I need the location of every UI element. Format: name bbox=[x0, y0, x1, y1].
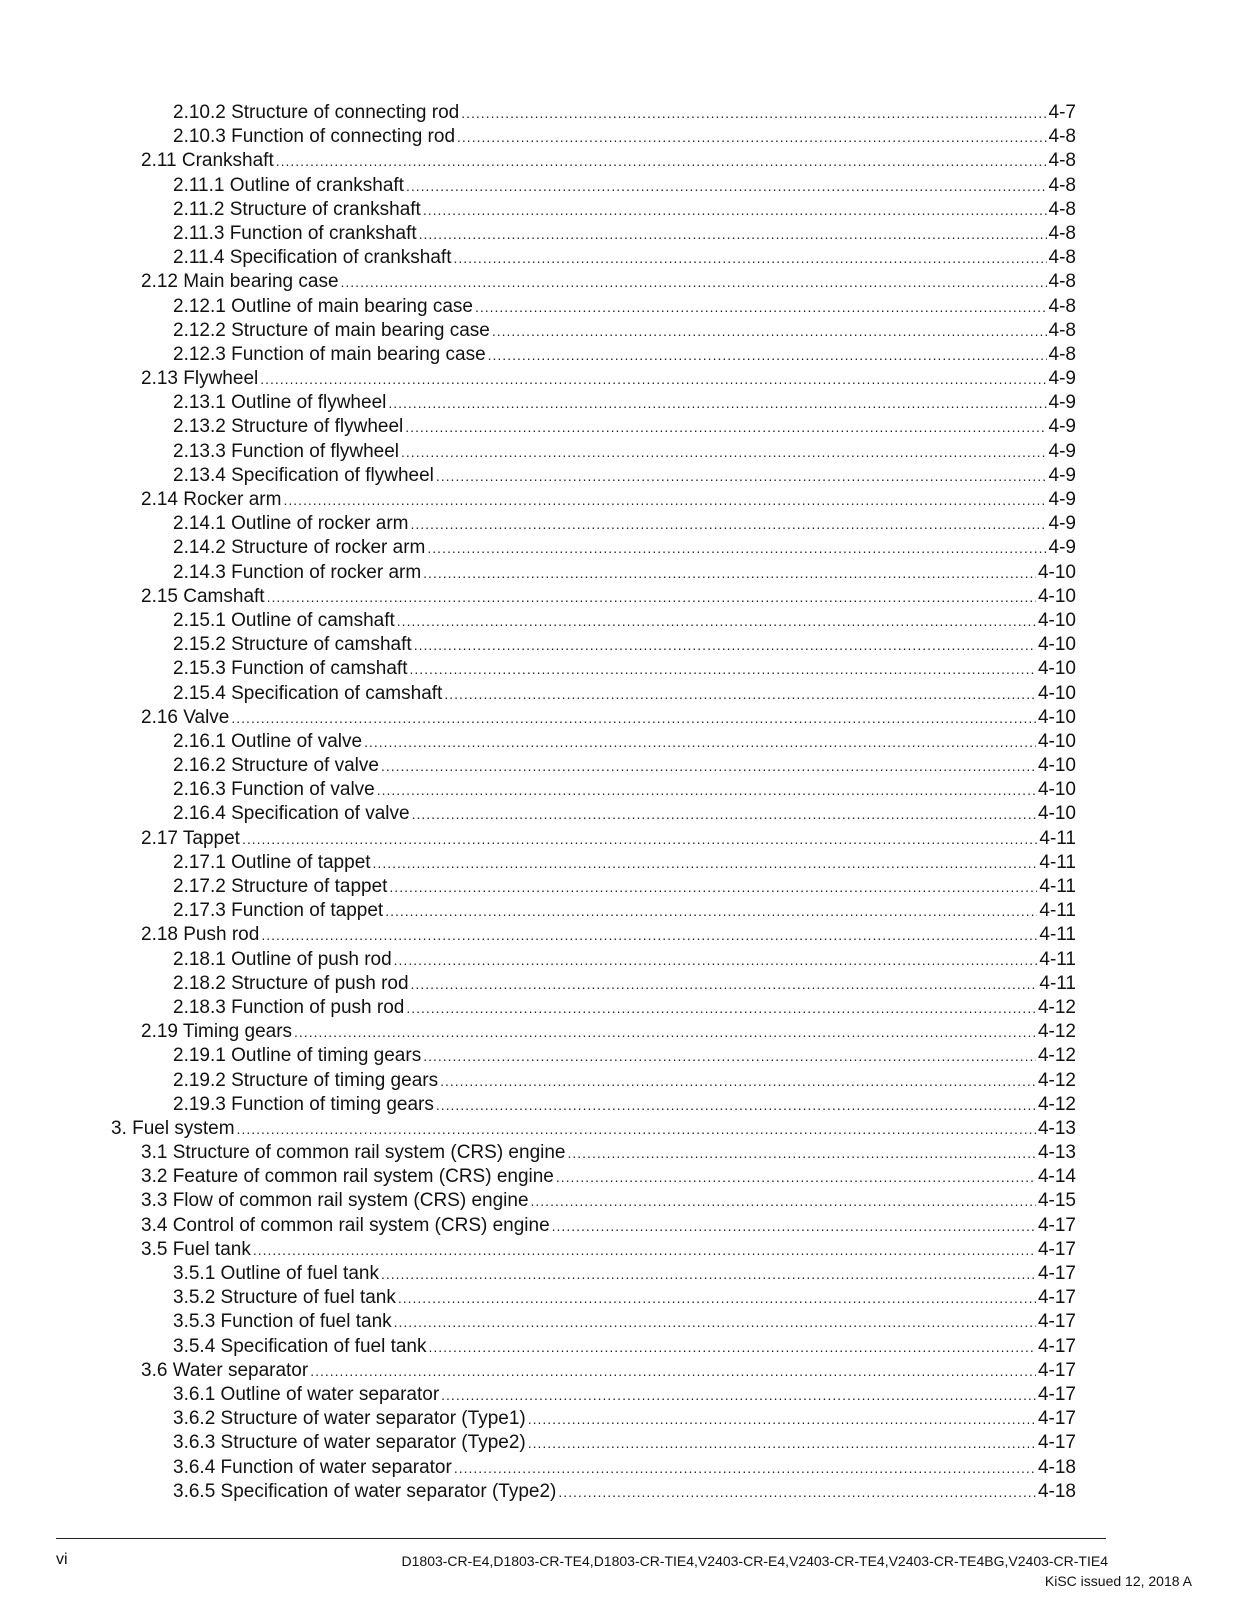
toc-entry[interactable] bbox=[0, 295, 1236, 319]
toc-dot-leader bbox=[414, 633, 1036, 657]
toc-entry-title: 2.13 Flywheel bbox=[141, 368, 259, 390]
toc-entry[interactable] bbox=[0, 1407, 1236, 1431]
toc-entry-page: 4-11 bbox=[1039, 827, 1076, 849]
toc-entry-title: 2.13.3 Function of flywheel bbox=[173, 440, 400, 462]
toc-dot-leader bbox=[568, 1141, 1036, 1165]
toc-dot-leader bbox=[453, 246, 1046, 270]
toc-dot-leader bbox=[429, 1335, 1036, 1359]
toc-entry-page: 4-12 bbox=[1037, 1021, 1076, 1043]
toc-entry-page: 4-10 bbox=[1037, 779, 1076, 801]
toc-entry[interactable] bbox=[0, 657, 1236, 681]
toc-entry[interactable] bbox=[0, 827, 1236, 851]
toc-entry-title: 2.14 Rocker arm bbox=[141, 489, 282, 510]
toc-entry-page: 4-9 bbox=[1048, 489, 1076, 510]
toc-entry-page: 4-17 bbox=[1037, 1214, 1076, 1236]
toc-dot-leader bbox=[294, 1020, 1036, 1044]
toc-entry-page: 4-17 bbox=[1037, 1432, 1076, 1454]
toc-entry-title: 2.18.1 Outline of push rod bbox=[173, 948, 392, 970]
toc-dot-leader bbox=[389, 875, 1037, 899]
toc-entry-page: 4-11 bbox=[1039, 948, 1076, 970]
toc-dot-leader bbox=[475, 295, 1047, 319]
toc-entry[interactable] bbox=[0, 1310, 1236, 1334]
toc-entry[interactable] bbox=[0, 391, 1236, 415]
toc-entry[interactable] bbox=[0, 561, 1236, 585]
toc-entry-title: 2.18 Push rod bbox=[141, 924, 260, 946]
toc-entry[interactable] bbox=[0, 1480, 1236, 1504]
toc-entry-title: 2.15.4 Specification of camshaft bbox=[173, 682, 443, 704]
toc-entry-title: 3.5.2 Structure of fuel tank bbox=[173, 1287, 396, 1309]
toc-entry[interactable] bbox=[0, 319, 1236, 343]
toc-entry[interactable] bbox=[0, 198, 1236, 222]
toc-entry-page: 4-13 bbox=[1037, 1117, 1076, 1139]
toc-entry[interactable] bbox=[0, 778, 1236, 802]
toc-entry-page: 4-10 bbox=[1037, 609, 1076, 631]
toc-dot-leader bbox=[552, 1214, 1036, 1238]
toc-entry-page: 4-8 bbox=[1048, 343, 1076, 365]
toc-dot-leader bbox=[457, 125, 1047, 149]
toc-entry[interactable] bbox=[0, 972, 1236, 996]
toc-entry[interactable] bbox=[0, 415, 1236, 439]
toc-entry-page: 4-8 bbox=[1048, 174, 1076, 196]
toc-dot-leader bbox=[260, 367, 1046, 391]
toc-entry-page: 4-8 bbox=[1048, 126, 1076, 148]
toc-entry[interactable] bbox=[0, 1335, 1236, 1359]
toc-entry-page: 4-9 bbox=[1048, 513, 1076, 535]
toc-dot-leader bbox=[253, 1238, 1036, 1262]
toc-entry[interactable] bbox=[0, 1189, 1236, 1213]
toc-dot-leader bbox=[397, 609, 1036, 633]
footer-divider bbox=[56, 1538, 1106, 1539]
toc-entry-title: 2.11.2 Structure of crankshaft bbox=[173, 198, 421, 220]
toc-dot-leader bbox=[461, 101, 1046, 125]
toc-entry-title: 3.6.5 Specification of water separator (Type2) bbox=[173, 1480, 557, 1502]
toc-dot-leader bbox=[406, 996, 1036, 1020]
toc-entry-page: 4-9 bbox=[1048, 368, 1076, 390]
toc-dot-leader bbox=[423, 561, 1036, 585]
toc-entry[interactable] bbox=[0, 682, 1236, 706]
toc-entry-page: 4-8 bbox=[1048, 222, 1076, 244]
toc-entry[interactable] bbox=[0, 923, 1236, 947]
toc-entry[interactable] bbox=[0, 1044, 1236, 1068]
toc-dot-leader bbox=[440, 1069, 1036, 1093]
toc-entry-title: 3.5.4 Specification of fuel tank bbox=[173, 1335, 427, 1357]
toc-entry-page: 4-10 bbox=[1037, 706, 1076, 728]
toc-entry-title: 2.13.1 Outline of flywheel bbox=[173, 392, 387, 414]
toc-entry-page: 4-10 bbox=[1037, 634, 1076, 656]
toc-entry-page: 4-17 bbox=[1037, 1311, 1076, 1333]
toc-entry-page: 4-11 bbox=[1039, 851, 1076, 873]
toc-entry[interactable] bbox=[0, 1456, 1236, 1480]
toc-entry[interactable] bbox=[0, 1286, 1236, 1310]
toc-dot-leader bbox=[412, 802, 1036, 826]
toc-entry-title: 2.16.3 Function of valve bbox=[173, 779, 375, 801]
toc-entry[interactable] bbox=[0, 948, 1236, 972]
toc-entry[interactable] bbox=[0, 1359, 1236, 1383]
toc-dot-leader bbox=[381, 1262, 1036, 1286]
toc-entry[interactable] bbox=[0, 899, 1236, 923]
toc-entry-page: 4-10 bbox=[1037, 803, 1076, 825]
toc-entry-page: 4-8 bbox=[1048, 247, 1076, 269]
toc-entry-page: 4-17 bbox=[1037, 1287, 1076, 1309]
toc-entry-title: 3.2 Feature of common rail system (CRS) engine bbox=[141, 1166, 554, 1188]
toc-entry-page: 4-13 bbox=[1037, 1142, 1076, 1164]
toc-dot-leader bbox=[488, 343, 1047, 367]
toc-entry-page: 4-14 bbox=[1037, 1166, 1076, 1188]
toc-entry-title: 2.19.2 Structure of timing gears bbox=[173, 1069, 439, 1091]
toc-entry-page: 4-12 bbox=[1037, 1045, 1076, 1067]
toc-entry-title: 2.19.3 Function of timing gears bbox=[173, 1093, 434, 1115]
toc-entry-page: 4-9 bbox=[1048, 392, 1076, 414]
toc-entry[interactable] bbox=[0, 1093, 1236, 1117]
toc-entry-page: 4-9 bbox=[1048, 440, 1076, 462]
toc-entry-page: 4-10 bbox=[1037, 730, 1076, 752]
toc-entry-title: 2.15.2 Structure of camshaft bbox=[173, 634, 412, 656]
toc-entry-page: 4-8 bbox=[1048, 150, 1076, 172]
toc-entry[interactable] bbox=[0, 536, 1236, 560]
toc-dot-leader bbox=[436, 1093, 1036, 1117]
toc-entry-title: 2.16.2 Structure of valve bbox=[173, 755, 379, 777]
toc-entry-page: 4-18 bbox=[1037, 1480, 1076, 1502]
toc-entry-page: 4-17 bbox=[1037, 1263, 1076, 1284]
toc-entry[interactable] bbox=[0, 1262, 1236, 1286]
toc-entry-title: 2.15 Camshaft bbox=[141, 585, 265, 607]
toc-entry-page: 4-10 bbox=[1037, 658, 1076, 680]
toc-dot-leader bbox=[406, 174, 1047, 198]
toc-entry[interactable] bbox=[0, 851, 1236, 875]
toc-entry[interactable] bbox=[0, 1383, 1236, 1407]
toc-entry-page: 4-11 bbox=[1039, 924, 1076, 946]
toc-entry-title: 2.18.3 Function of push rod bbox=[173, 996, 405, 1018]
toc-dot-leader bbox=[276, 149, 1047, 173]
toc-entry[interactable] bbox=[0, 1214, 1236, 1238]
toc-entry-title: 2.10.2 Structure of connecting rod bbox=[173, 102, 460, 123]
toc-entry[interactable] bbox=[0, 149, 1236, 173]
toc-entry-page: 4-9 bbox=[1048, 537, 1076, 559]
toc-entry-title: 2.14.3 Function of rocker arm bbox=[173, 561, 422, 583]
toc-entry[interactable] bbox=[0, 1069, 1236, 1093]
toc-dot-leader bbox=[409, 657, 1036, 681]
toc-entry-title: 3.6.1 Outline of water separator bbox=[173, 1383, 440, 1405]
toc-entry-page: 4-12 bbox=[1037, 1093, 1076, 1115]
toc-entry-page: 4-17 bbox=[1037, 1408, 1076, 1430]
toc-entry-title: 3.5.3 Function of fuel tank bbox=[173, 1311, 392, 1333]
toc-entry-title: 3.3 Flow of common rail system (CRS) engine bbox=[141, 1190, 529, 1212]
toc-entry-page: 4-17 bbox=[1037, 1335, 1076, 1357]
toc-dot-leader bbox=[394, 948, 1038, 972]
toc-dot-leader bbox=[492, 319, 1047, 343]
toc-entry-page: 4-7 bbox=[1048, 102, 1076, 123]
toc-dot-leader bbox=[558, 1480, 1036, 1504]
toc-dot-leader bbox=[237, 1117, 1036, 1141]
toc-entry-title: 2.14.2 Structure of rocker arm bbox=[173, 537, 426, 559]
toc-entry-title: 3.5 Fuel tank bbox=[141, 1238, 251, 1260]
toc-entry[interactable] bbox=[0, 246, 1236, 270]
toc-dot-leader bbox=[388, 391, 1046, 415]
toc-dot-leader bbox=[261, 923, 1037, 947]
toc-entry[interactable] bbox=[0, 343, 1236, 367]
toc-dot-leader bbox=[444, 682, 1036, 706]
toc-entry-page: 4-11 bbox=[1039, 900, 1076, 922]
toc-dot-leader bbox=[394, 1310, 1036, 1334]
toc-entry[interactable] bbox=[0, 101, 1236, 125]
toc-entry-title: 3.4 Control of common rail system (CRS) engine bbox=[141, 1214, 550, 1236]
footer-page-number: vi bbox=[56, 1551, 68, 1568]
toc-entry-title: 2.11.1 Outline of crankshaft bbox=[173, 174, 404, 196]
toc-entry-title: 3.6.2 Structure of water separator (Type1) bbox=[173, 1408, 526, 1430]
toc-dot-leader bbox=[556, 1165, 1036, 1189]
toc-entry-title: 2.18.2 Structure of push rod bbox=[173, 972, 409, 994]
toc-entry-title: 2.11.4 Specification of crankshaft bbox=[173, 247, 452, 269]
toc-entry[interactable] bbox=[0, 730, 1236, 754]
toc-entry[interactable] bbox=[0, 512, 1236, 536]
toc-entry-page: 4-10 bbox=[1037, 585, 1076, 607]
toc-entry-title: 2.12.2 Structure of main bearing case bbox=[173, 319, 490, 341]
toc-entry[interactable] bbox=[0, 367, 1236, 391]
toc-entry[interactable] bbox=[0, 875, 1236, 899]
toc-dot-leader bbox=[531, 1189, 1036, 1213]
toc-entry-page: 4-10 bbox=[1037, 682, 1076, 704]
toc-dot-leader bbox=[231, 706, 1036, 730]
toc-entry-title: 3.6 Water separator bbox=[141, 1359, 309, 1381]
table-of-contents bbox=[0, 101, 1236, 1504]
toc-entry[interactable] bbox=[0, 222, 1236, 246]
toc-entry-title: 2.17 Tappet bbox=[141, 827, 240, 849]
toc-dot-leader bbox=[341, 270, 1047, 294]
toc-entry[interactable] bbox=[0, 270, 1236, 294]
toc-entry[interactable] bbox=[0, 754, 1236, 778]
toc-entry[interactable] bbox=[0, 609, 1236, 633]
toc-entry-title: 2.16 Valve bbox=[141, 706, 230, 728]
toc-entry-page: 4-9 bbox=[1048, 416, 1076, 438]
toc-dot-leader bbox=[427, 536, 1046, 560]
footer-model-list: D1803-CR-E4,D1803-CR-TE4,D1803-CR-TIE4,V2403-CR-E4,V2403-CR-TE4,V2403-CR-TE4BG,V2403-CR-TIE4 bbox=[401, 1553, 1108, 1569]
toc-entry[interactable] bbox=[0, 1020, 1236, 1044]
toc-dot-leader bbox=[283, 488, 1046, 512]
toc-entry-page: 4-8 bbox=[1048, 271, 1076, 293]
toc-entry-title: 2.16.4 Specification of valve bbox=[173, 803, 410, 825]
toc-entry[interactable] bbox=[0, 1238, 1236, 1262]
footer-issue-date: KiSC issued 12, 2018 A bbox=[1044, 1573, 1192, 1589]
toc-dot-leader bbox=[405, 415, 1046, 439]
toc-dot-leader bbox=[411, 972, 1038, 996]
toc-entry-title: 2.12.3 Function of main bearing case bbox=[173, 343, 486, 365]
toc-dot-leader bbox=[454, 1456, 1036, 1480]
toc-entry-title: 2.10.3 Function of connecting rod bbox=[173, 126, 456, 148]
toc-entry[interactable] bbox=[0, 1117, 1236, 1141]
toc-dot-leader bbox=[385, 899, 1037, 923]
toc-entry-title: 2.16.1 Outline of valve bbox=[173, 730, 363, 752]
toc-dot-leader bbox=[423, 1044, 1036, 1068]
toc-entry-title: 3. Fuel system bbox=[111, 1117, 235, 1139]
toc-dot-leader bbox=[310, 1359, 1036, 1383]
toc-entry[interactable] bbox=[0, 464, 1236, 488]
toc-entry-title: 2.13.4 Specification of flywheel bbox=[173, 464, 434, 486]
toc-dot-leader bbox=[401, 440, 1047, 464]
toc-dot-leader bbox=[441, 1383, 1036, 1407]
toc-entry[interactable] bbox=[0, 802, 1236, 826]
toc-entry-title: 2.17.2 Structure of tappet bbox=[173, 876, 388, 897]
toc-entry[interactable] bbox=[0, 1165, 1236, 1189]
toc-entry-page: 4-17 bbox=[1037, 1383, 1076, 1405]
toc-entry-title: 2.15.3 Function of camshaft bbox=[173, 658, 408, 680]
toc-entry-title: 2.17.3 Function of tappet bbox=[173, 900, 384, 922]
toc-dot-leader bbox=[377, 778, 1036, 802]
toc-dot-leader bbox=[373, 851, 1038, 875]
toc-entry-title: 2.19.1 Outline of timing gears bbox=[173, 1045, 422, 1067]
toc-entry[interactable] bbox=[0, 440, 1236, 464]
toc-entry-title: 2.13.2 Structure of flywheel bbox=[173, 416, 404, 438]
toc-dot-leader bbox=[364, 730, 1036, 754]
toc-dot-leader bbox=[528, 1407, 1036, 1431]
toc-entry[interactable] bbox=[0, 1431, 1236, 1455]
toc-entry-page: 4-10 bbox=[1037, 561, 1076, 583]
toc-entry-page: 4-17 bbox=[1037, 1238, 1076, 1260]
toc-entry[interactable] bbox=[0, 585, 1236, 609]
toc-entry[interactable] bbox=[0, 706, 1236, 730]
toc-entry-title: 3.6.4 Function of water separator bbox=[173, 1456, 452, 1478]
toc-dot-leader bbox=[419, 222, 1047, 246]
toc-entry-page: 4-18 bbox=[1037, 1456, 1076, 1478]
toc-entry-title: 3.6.3 Structure of water separator (Type2) bbox=[173, 1432, 526, 1454]
toc-dot-leader bbox=[436, 464, 1047, 488]
toc-entry-page: 4-8 bbox=[1048, 198, 1076, 220]
toc-entry-page: 4-9 bbox=[1048, 464, 1076, 486]
toc-entry[interactable] bbox=[0, 1141, 1236, 1165]
toc-dot-leader bbox=[381, 754, 1036, 778]
toc-dot-leader bbox=[411, 512, 1047, 536]
toc-dot-leader bbox=[398, 1286, 1036, 1310]
toc-dot-leader bbox=[267, 585, 1036, 609]
toc-dot-leader bbox=[423, 198, 1047, 222]
toc-entry[interactable] bbox=[0, 633, 1236, 657]
toc-entry-title: 3.5.1 Outline of fuel tank bbox=[173, 1263, 379, 1284]
toc-entry-page: 4-12 bbox=[1037, 996, 1076, 1018]
toc-entry-title: 2.14.1 Outline of rocker arm bbox=[173, 513, 409, 535]
toc-entry-page: 4-12 bbox=[1037, 1069, 1076, 1091]
toc-entry[interactable] bbox=[0, 174, 1236, 198]
toc-entry-title: 2.11 Crankshaft bbox=[141, 150, 274, 172]
toc-entry-page: 4-11 bbox=[1039, 876, 1076, 897]
toc-entry-page: 4-8 bbox=[1048, 295, 1076, 317]
toc-entry-title: 2.19 Timing gears bbox=[141, 1021, 293, 1043]
toc-entry[interactable] bbox=[0, 996, 1236, 1020]
toc-entry-page: 4-15 bbox=[1037, 1190, 1076, 1212]
toc-entry-page: 4-8 bbox=[1048, 319, 1076, 341]
toc-entry-page: 4-17 bbox=[1037, 1359, 1076, 1381]
toc-dot-leader bbox=[528, 1431, 1036, 1455]
toc-entry-title: 2.11.3 Function of crankshaft bbox=[173, 222, 417, 244]
toc-entry-page: 4-10 bbox=[1037, 755, 1076, 777]
toc-entry-title: 2.17.1 Outline of tappet bbox=[173, 851, 371, 873]
toc-entry-title: 3.1 Structure of common rail system (CRS) engine bbox=[141, 1142, 566, 1164]
toc-entry[interactable] bbox=[0, 125, 1236, 149]
toc-dot-leader bbox=[242, 827, 1037, 851]
toc-entry-title: 2.12 Main bearing case bbox=[141, 271, 339, 293]
toc-entry[interactable] bbox=[0, 488, 1236, 512]
toc-entry-title: 2.12.1 Outline of main bearing case bbox=[173, 295, 473, 317]
toc-entry-title: 2.15.1 Outline of camshaft bbox=[173, 609, 395, 631]
toc-entry-page: 4-11 bbox=[1039, 972, 1076, 994]
